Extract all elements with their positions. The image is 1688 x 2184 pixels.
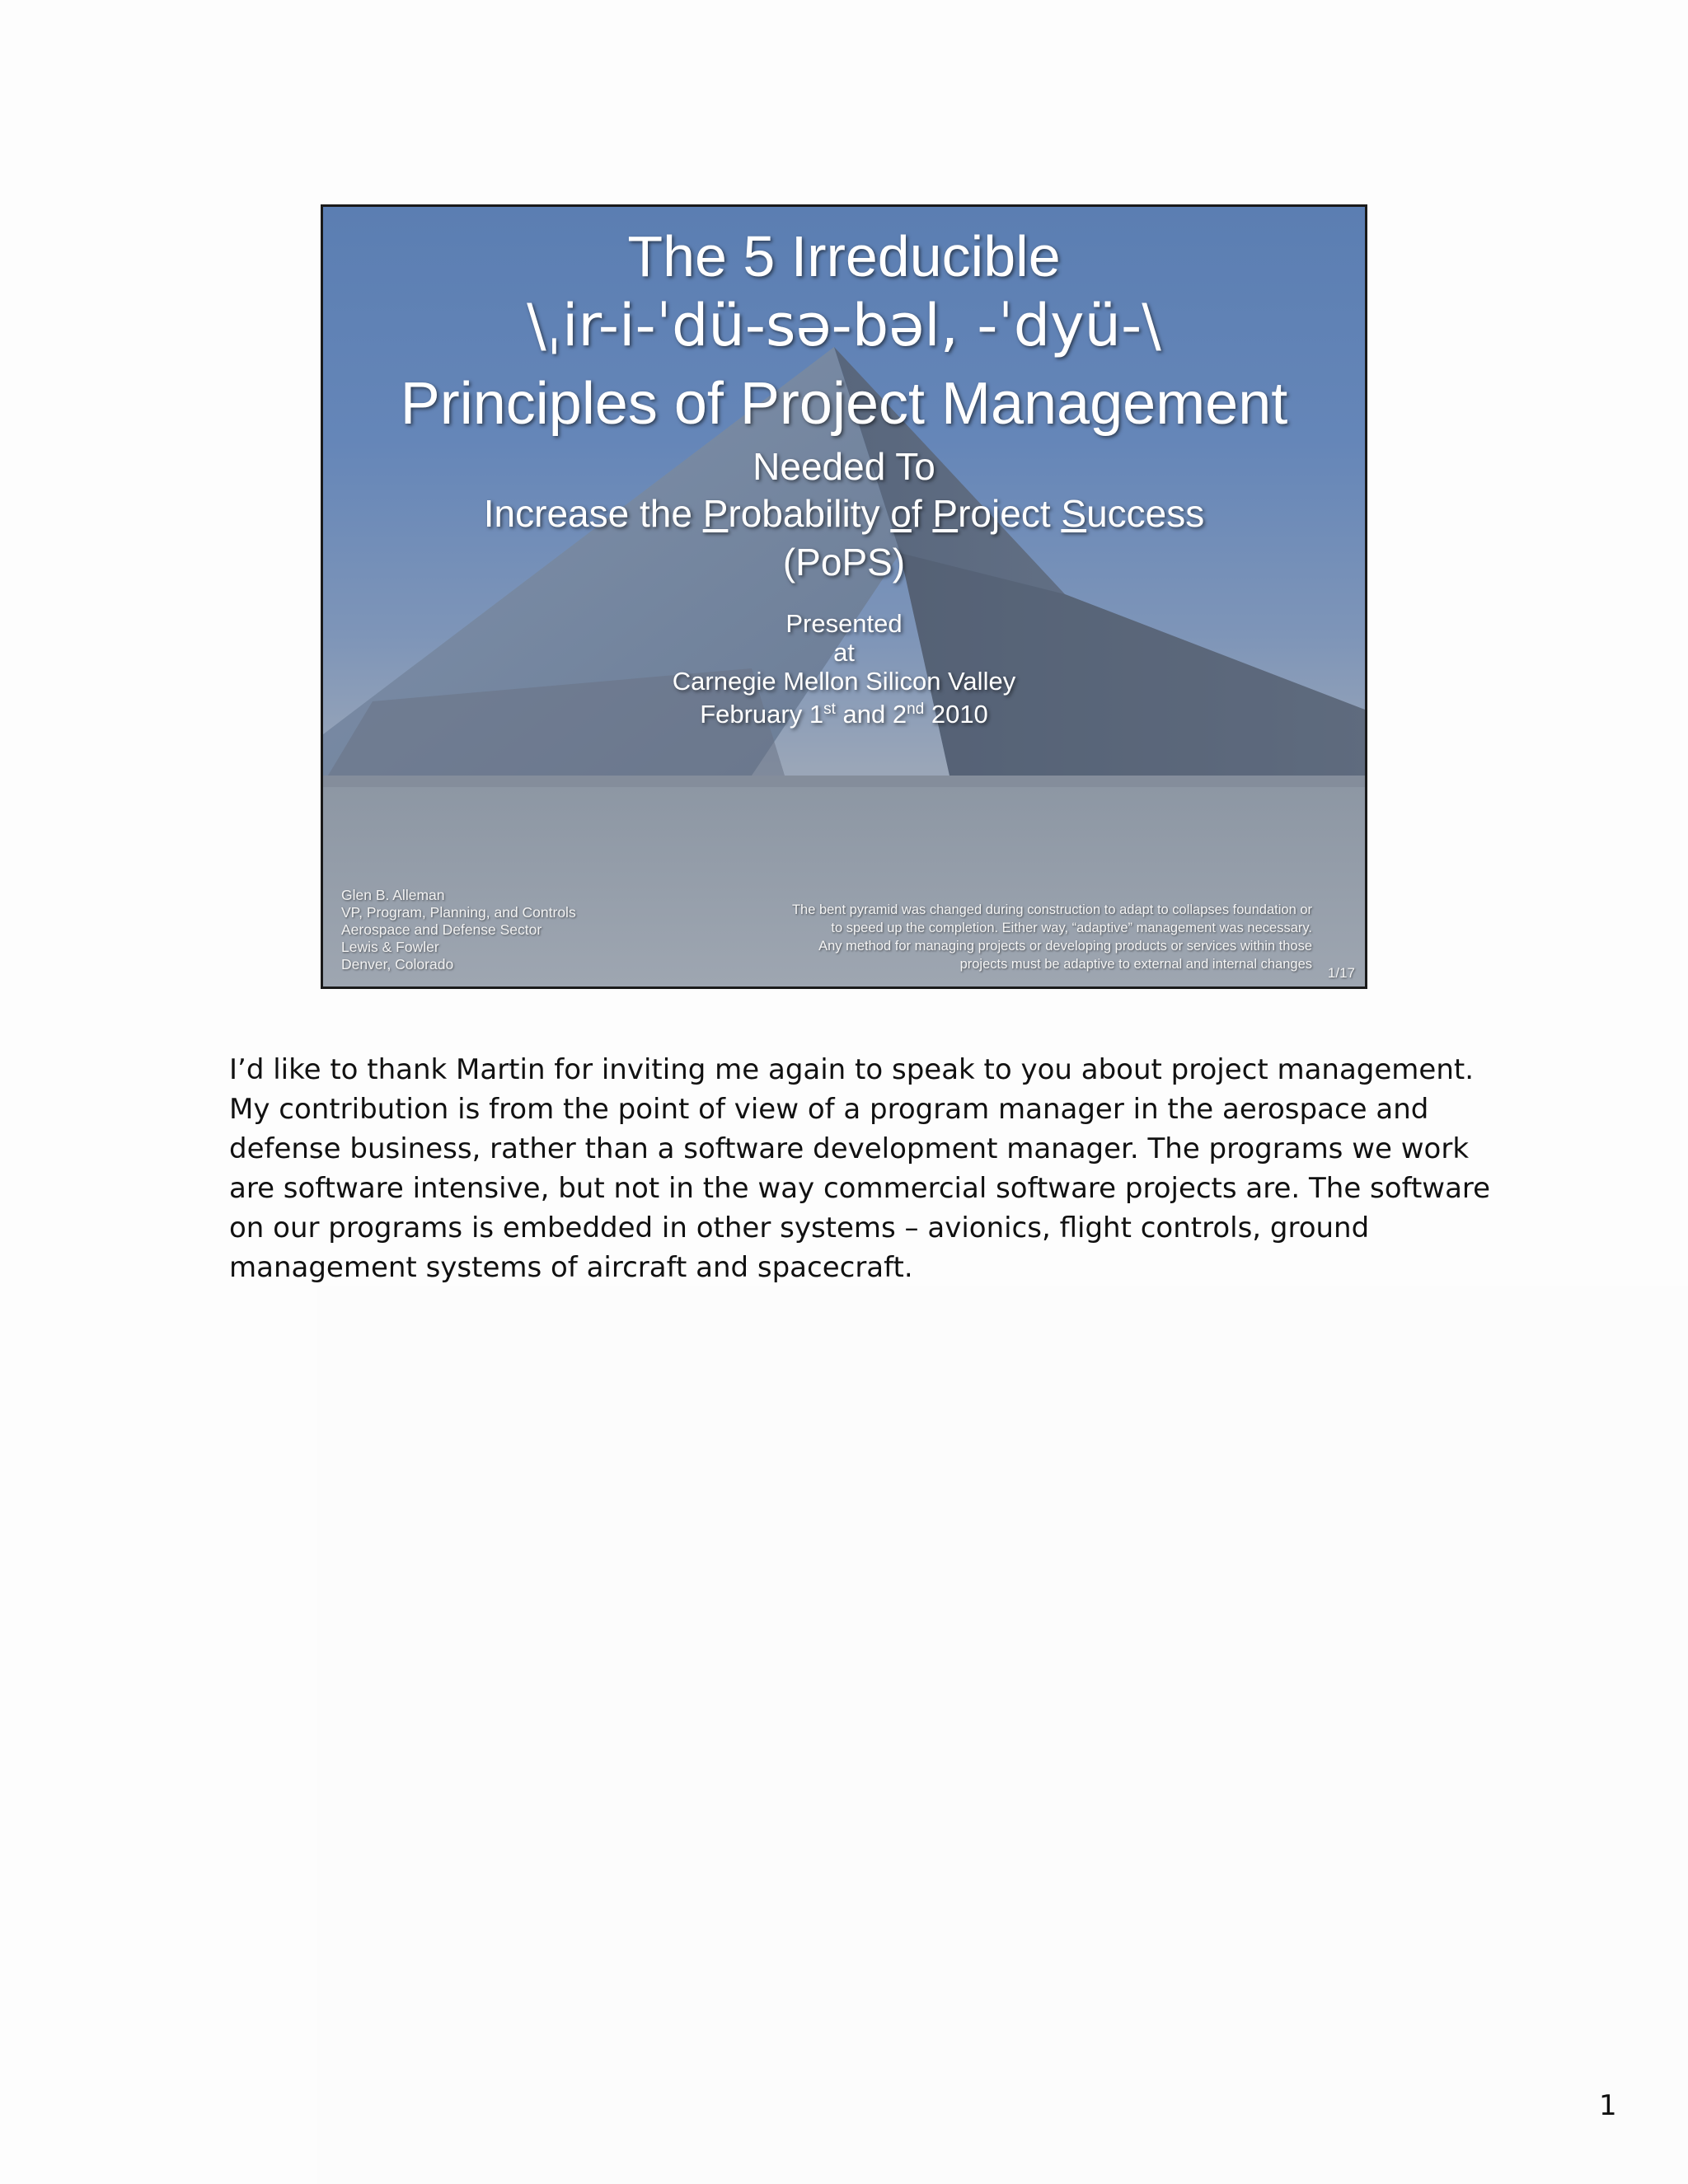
caption-line: projects must be adaptive to external and internal changes: [959, 957, 1312, 972]
slide-thumbnail: [321, 204, 1367, 989]
speaker-notes: [229, 1050, 1491, 1287]
notes-line: are software intensive, but not in the way commercial software projects are. The software: [229, 1172, 1491, 1205]
slide-subtitle-acronym: (PoPS): [782, 541, 906, 583]
slide-venue: Carnegie Mellon Silicon Valley: [672, 667, 1016, 696]
notes-line: My contribution is from the point of view of a program manager in the aerospace and: [229, 1093, 1429, 1126]
notes-line: on our programs is embedded in other systems – avionics, flight controls, ground: [229, 1212, 1370, 1244]
page-background: [316, 1286, 1688, 2184]
slide-at-label: at: [833, 638, 855, 667]
slide-date: February 1st and 2nd 2010: [700, 700, 988, 729]
notes-line: management systems of aircraft and spacecraft.: [229, 1251, 913, 1284]
slide-caption-note: [792, 901, 1312, 973]
author-line: Aerospace and Defense Sector: [341, 921, 542, 938]
slide-number: 1/17: [1327, 965, 1355, 981]
page-number: 1: [1599, 2089, 1617, 2122]
caption-line: The bent pyramid was changed during construction to adapt to collapses foundation or: [791, 902, 1312, 917]
notes-line: defense business, rather than a software development manager. The programs we work: [229, 1132, 1470, 1165]
notes-line: I’d like to thank Martin for inviting me again to speak to you about project management.: [229, 1053, 1475, 1086]
slide-title-line1: The 5 Irreducible: [627, 224, 1061, 288]
author-line: Glen B. Alleman: [341, 887, 445, 903]
author-line: Denver, Colorado: [341, 956, 454, 972]
caption-line: Any method for managing projects or developing products or services within those: [818, 939, 1312, 954]
slide-subtitle-line1: Needed To: [753, 445, 935, 488]
author-line: VP, Program, Planning, and Controls: [341, 904, 576, 921]
slide-author-block: [341, 887, 576, 973]
slide-title-pronunciation: \ˌir-i-ˈdü-sə-bəl, -ˈdyü-\: [527, 292, 1161, 359]
slide-subtitle-line2: Increase the Probability of Project Success: [483, 492, 1205, 535]
author-line: Lewis & Fowler: [341, 939, 439, 955]
slide-presented-label: Presented: [785, 609, 903, 638]
slide-title-line3: Principles of Project Management: [400, 371, 1288, 437]
caption-line: to speed up the completion. Either way, “adaptive” management was necessary.: [831, 921, 1312, 935]
